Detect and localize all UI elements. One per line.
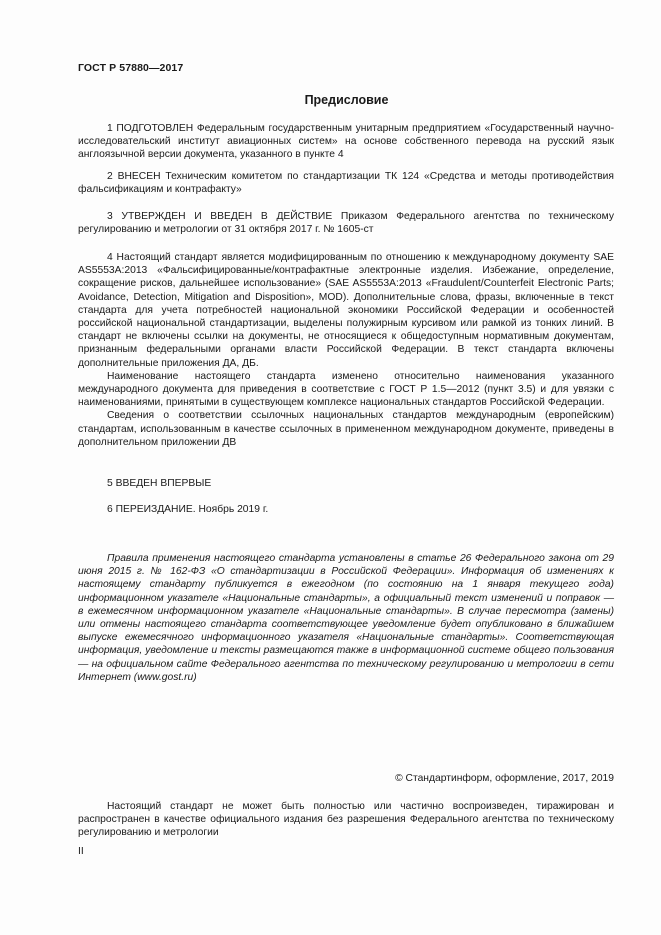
item-3 (78, 210, 614, 236)
reproduction-notice-text: Настоящий стандарт не может быть полностью или частично воспроизведен, тиражирован и распространен в качестве официального издания без разрешения Федерального агентства по техническому регулированию и метрологии (78, 801, 614, 839)
rules-notice-text: Правила применения настоящего стандарта установлены в статье 26 Федерального закона от 29 июня 2015 г. № 162-ФЗ «О стандартизации в Российской Федерации». Информация об изменениях к настоящему стандарту публикуется в ежегодном (по состоянию на 1 января текущего года) информационном указателе «Национальные стандарты», а официальный текст изменений и поправок — в ежемесячном информационном указателе «Национальные стандарты». В случае пересмотра (замены) или отмены настоящего стандарта соответствующее уведомление будет опубликовано в ближайшем выпуске ежемесячного информационного указателя «Национальные стандарты». Соответствующая информация, уведомление и тексты размещаются также в информационной системе общего пользования — на официальном сайте Федерального агентства по техническому регулированию и метрологии в сети Интернет (www.gost.ru) (78, 553, 614, 683)
item-4-paragraph-a: 4 Настоящий стандарт является модифицированным по отношению к международному документу SAE AS5553A:2013 «Фальсифицированные/контрафактные электронные изделия. Избежание, определение, сокращение рисков, дальнейшее использование» (SAE AS5553A:2013 «Fraudulent/Counterfeit Electronic Parts; Avoidance, Detection, Mitigation and Disposition», MOD). Дополнительные слова, фразы, включенные в текст стандарта для учета потребностей национальной экономики Российской Федерации и особенностей российской национальной стандартизации, выделены полужирным курсивом или рамкой из тонких линий. В стандарт не включены ссылки на документы, не относящиеся к общедоступным нормативным документам, признанным федеральными органами власти Российской Федерации. В текст стандарта включены дополнительные приложения ДА, ДБ. (78, 252, 614, 369)
page-number: II (78, 846, 84, 857)
gost-number: ГОСТ Р 57880—2017 (78, 62, 184, 74)
item-1 (78, 122, 614, 162)
page-title: Предисловие (304, 93, 389, 107)
reproduction-notice (78, 800, 614, 840)
item-5-text: 5 ВВЕДЕН ВПЕРВЫЕ (107, 478, 212, 489)
item-4 (78, 251, 614, 449)
item-3-text: 3 УТВЕРЖДЕН И ВВЕДЕН В ДЕЙСТВИЕ Приказом Федерального агентства по техническому регулированию и метрологии от 31 октября 2017 г. № 1605-ст (78, 211, 614, 236)
item-6-text: 6 ПЕРЕИЗДАНИЕ. Ноябрь 2019 г. (107, 504, 269, 515)
item-1-text: 1 ПОДГОТОВЛЕН Федеральным государственным унитарным предприятием «Государственный научно-исследовательский институт авиационных систем» на основе собственного перевода на русский язык англоязычной версии документа, указанного в пункте 4 (78, 123, 614, 161)
item-2 (78, 170, 614, 196)
item-5 (78, 477, 614, 490)
item-4-paragraph-c: Сведения о соответствии ссылочных национальных стандартов международным (европейским) стандартам, использованным в качестве ссылочных в примененном международном документе, приведены в дополнительном приложении ДВ (78, 410, 614, 448)
item-4-paragraph-b: Наименование настоящего стандарта изменено относительно наименования указанного международного документа для приведения в соответствие с ГОСТ Р 1.5—2012 (пункт 3.5) и для увязки с наименованиями, принятыми в существующем комплексе национальных стандартов Российской Федерации. (78, 370, 614, 409)
item-6 (78, 503, 614, 516)
item-2-text: 2 ВНЕСЕН Техническим комитетом по стандартизации ТК 124 «Средства и методы противодействия фальсификациям и контрафакту» (78, 171, 614, 196)
rules-notice (78, 552, 614, 684)
copyright-line: © Стандартинформ, оформление, 2017, 2019 (395, 773, 614, 784)
